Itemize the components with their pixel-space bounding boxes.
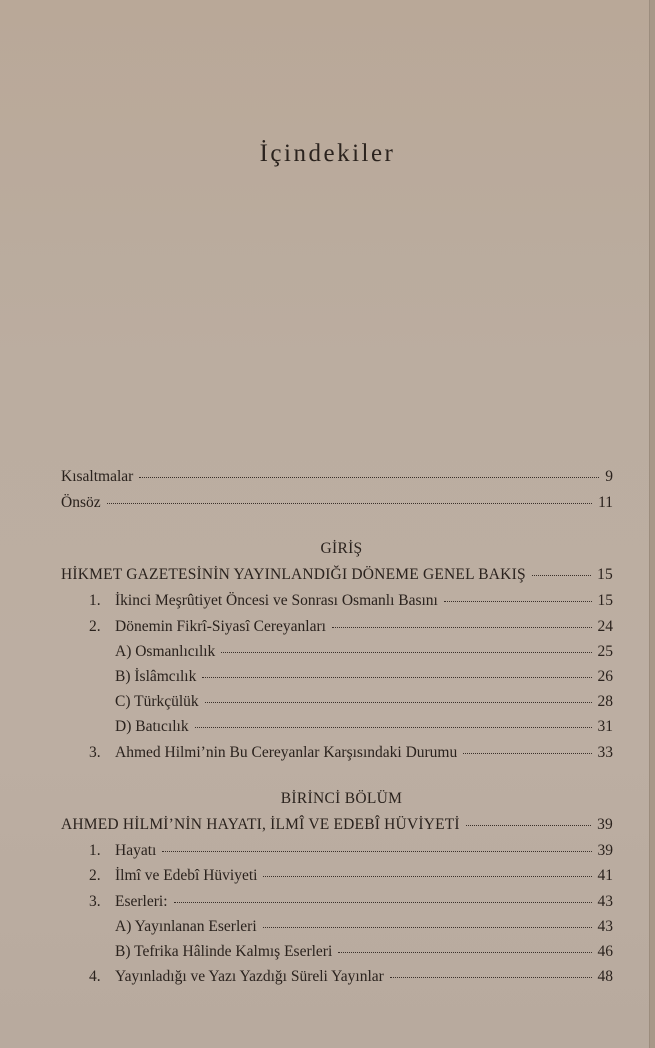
toc-entry-page: 43: [597, 893, 613, 910]
toc-entry[interactable]: [89, 968, 613, 986]
toc-entry-label: Önsöz: [61, 494, 101, 511]
leader-dots: [202, 677, 591, 678]
leader-dots: [338, 952, 591, 953]
toc-subentry[interactable]: [115, 693, 613, 711]
toc-entry-label: Eserleri:: [115, 893, 168, 910]
toc-entry-label: A) Osmanlıcılık: [115, 643, 216, 660]
toc-entry-number: 1.: [89, 592, 101, 609]
toc-entry-label: A) Yayınlanan Eserleri: [115, 918, 257, 935]
leader-dots: [466, 825, 591, 826]
toc-heading-birinci-bolum[interactable]: [61, 816, 613, 834]
toc-entry[interactable]: [89, 842, 613, 860]
toc-entry-number: 1.: [89, 842, 101, 859]
toc-entry-label: HİKMET GAZETESİNİN YAYINLANDIĞI DÖNEME GENEL BAKIŞ: [61, 566, 526, 583]
toc-entry-number: 2.: [89, 618, 101, 635]
toc-entry-number: 3.: [89, 893, 101, 910]
leader-dots: [221, 652, 591, 653]
toc-entry-page: 15: [597, 592, 613, 609]
toc-entry-page: 28: [597, 693, 613, 710]
toc-entry-page: 33: [597, 744, 613, 761]
toc-entry-label: Hayatı: [115, 842, 157, 859]
toc-entry-label: B) Tefrika Hâlinde Kalmış Eserleri: [115, 943, 333, 960]
leader-dots: [263, 876, 591, 877]
toc-entry-label: Yayınladığı ve Yazı Yazdığı Süreli Yayınlar: [115, 968, 384, 985]
leader-dots: [162, 851, 591, 852]
toc-entry-number: 3.: [89, 744, 101, 761]
toc-entry-label: Dönemin Fikrî-Siyasî Cereyanları: [115, 618, 326, 635]
leader-dots: [463, 753, 591, 754]
toc-entry-page: 9: [605, 468, 613, 485]
toc-entry-label: Ahmed Hilmi’nin Bu Cereyanlar Karşısındaki Durumu: [115, 744, 458, 761]
toc-entry[interactable]: [89, 893, 613, 911]
toc-entry-label: İkinci Meşrûtiyet Öncesi ve Sonrası Osmanlı Basını: [115, 592, 438, 609]
leader-dots: [205, 702, 592, 703]
toc-entry[interactable]: [89, 867, 613, 885]
leader-dots: [444, 601, 592, 602]
leader-dots: [532, 575, 591, 576]
toc-subentry[interactable]: [115, 643, 613, 661]
leader-dots: [332, 627, 592, 628]
toc-entry-label: İlmî ve Edebî Hüviyeti: [115, 867, 258, 884]
toc-subentry[interactable]: [115, 943, 613, 961]
toc-entry-label: Kısaltmalar: [61, 468, 134, 485]
toc-entry-onsoz[interactable]: [61, 494, 613, 512]
toc-entry-page: 48: [597, 968, 613, 985]
toc-entry-page: 39: [597, 842, 613, 859]
toc-entry[interactable]: [89, 744, 613, 762]
leader-dots: [139, 477, 599, 478]
page-title: İçindekiler: [259, 140, 396, 167]
leader-dots: [263, 927, 592, 928]
leader-dots: [174, 902, 592, 903]
toc-entry-label: D) Batıcılık: [115, 718, 189, 735]
section-label-birinci-bolum: BİRİNCİ BÖLÜM: [280, 790, 403, 807]
toc-entry-kisaltmalar[interactable]: [61, 468, 613, 486]
toc-entry-page: 43: [597, 918, 613, 935]
toc-entry-label: B) İslâmcılık: [115, 668, 197, 685]
toc-entry-page: 39: [597, 816, 613, 833]
toc-subentry[interactable]: [115, 718, 613, 736]
toc-subentry[interactable]: [115, 668, 613, 686]
toc-entry-page: 24: [597, 618, 613, 635]
leader-dots: [195, 727, 592, 728]
toc-entry-page: 31: [597, 718, 613, 735]
toc-entry-label: C) Türkçülük: [115, 693, 199, 710]
toc-entry[interactable]: [89, 618, 613, 636]
leader-dots: [390, 977, 592, 978]
leader-dots: [107, 503, 592, 504]
toc-entry-page: 26: [597, 668, 613, 685]
toc-entry-number: 2.: [89, 867, 101, 884]
toc-entry-page: 46: [597, 943, 613, 960]
section-label-giris: GİRİŞ: [320, 540, 363, 557]
toc-entry-page: 41: [597, 867, 613, 884]
toc-entry-page: 15: [597, 566, 613, 583]
toc-entry-number: 4.: [89, 968, 101, 985]
toc-entry-label: AHMED HİLMİ’NİN HAYATI, İLMÎ VE EDEBÎ HÜVİYETİ: [61, 816, 460, 833]
toc-subentry[interactable]: [115, 918, 613, 936]
toc-entry-page: 11: [598, 494, 613, 511]
toc-entry-page: 25: [597, 643, 613, 660]
toc-heading-giris[interactable]: [61, 566, 613, 584]
toc-entry[interactable]: [89, 592, 613, 610]
